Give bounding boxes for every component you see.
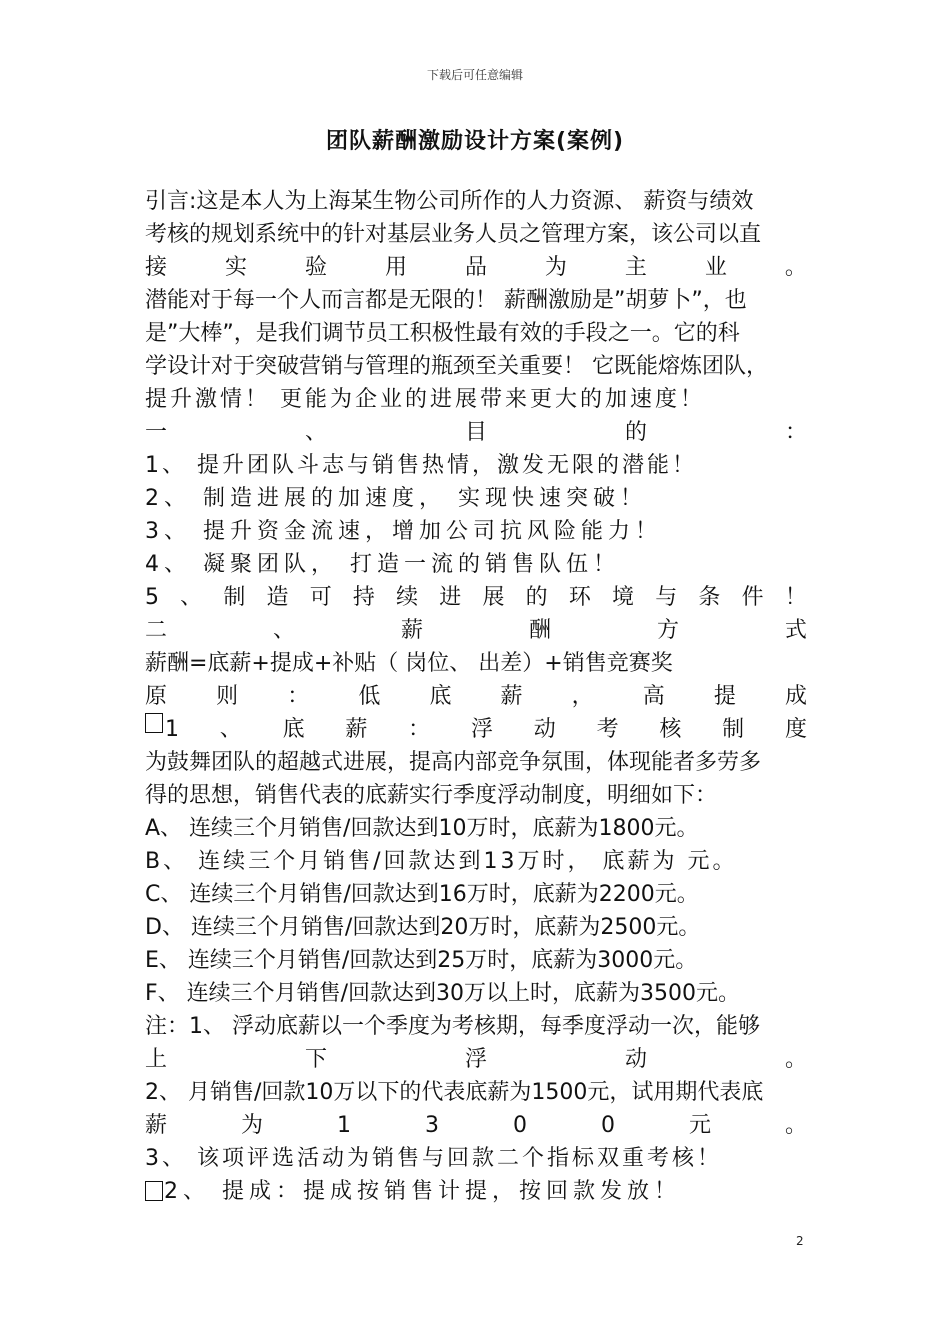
text-line-content: 3、 该项评选活动为销售与回款二个指标双重考核！	[145, 1146, 722, 1171]
text-line-content: C、 连续三个月销售/回款达到16万时，底薪为2200元。	[145, 882, 699, 907]
text-line	[145, 482, 807, 515]
text-line-content: 上 下 浮 动 。	[145, 1047, 807, 1072]
text-line-content: 接 实 验 用 品 为 主 业 。	[145, 255, 807, 280]
text-line-content: 2、 提成：提成按销售计提，按回款发放！	[164, 1179, 681, 1204]
text-line	[145, 977, 807, 1010]
text-line-content: E、 连续三个月销售/回款达到25万时，底薪为3000元。	[145, 948, 698, 973]
text-line	[145, 614, 807, 647]
text-line	[145, 746, 807, 779]
text-line-content: A、 连续三个月销售/回款达到10万时，底薪为1800元。	[145, 816, 699, 841]
text-line-content: F、 连续三个月销售/回款达到30万以上时，底薪为3500元。	[145, 981, 741, 1006]
text-line-content: 是”大棒”，是我们调节员工积极性最有效的手段之一。它的科	[145, 321, 740, 346]
text-line	[145, 1076, 807, 1109]
text-line	[145, 1175, 807, 1208]
page-header: 下载后可任意编辑	[426, 68, 523, 82]
text-line	[145, 1109, 807, 1142]
text-line-content: 得的思想，销售代表的底薪实行季度浮动制度，明细如下：	[145, 783, 718, 808]
text-line-content: 学设计对于突破营销与管理的瓶颈至关重要！ 它既能熔炼团队，	[145, 354, 768, 379]
text-line-content: 2、 制造进展的加速度， 实现快速突破！	[145, 486, 647, 511]
text-line	[145, 713, 807, 746]
text-line	[145, 350, 807, 383]
text-line-content: 为鼓舞团队的超越式进展，提高内部竞争氛围，体现能者多劳多	[145, 750, 762, 775]
text-line-content: 引言:这是本人为上海某生物公司所作的人力资源、 薪资与绩效	[145, 189, 754, 214]
text-line-content: 提升激情！ 更能为企业的进展带来更大的加速度！	[145, 387, 705, 412]
text-line	[145, 845, 807, 878]
text-line	[145, 812, 807, 845]
text-line	[145, 911, 807, 944]
text-line	[145, 581, 807, 614]
text-line-content: 1 、 底 薪 ： 浮 动 考 核 制 度	[165, 717, 807, 742]
text-line	[145, 515, 807, 548]
text-line	[145, 680, 807, 713]
page-number: 2	[796, 1234, 804, 1248]
text-line-content: B、 连续三个月销售/回款达到13万时， 底薪为 元。	[145, 849, 738, 874]
text-line-content: 考核的规划系统中的针对基层业务人员之管理方案，该公司以直	[145, 222, 762, 247]
text-line	[145, 779, 807, 812]
text-line-content: 注：1、 浮动底薪以一个季度为考核期，每季度浮动一次，能够	[145, 1014, 760, 1039]
text-line	[145, 185, 807, 218]
text-line-content: 原 则 ： 低 底 薪 ， 高 提 成	[145, 684, 807, 709]
text-line-content: 薪酬=底薪+提成+补贴（ 岗位、 出差）+销售竞赛奖	[145, 651, 673, 676]
text-line	[145, 218, 807, 251]
text-line-content: 1、 提升团队斗志与销售热情，激发无限的潜能！	[145, 453, 697, 478]
text-line-content: 5 、 制 造 可 持 续 进 展 的 环 境 与 条 件 ！	[145, 585, 807, 610]
text-line	[145, 647, 807, 680]
text-line-content: 3、 提升资金流速，增加公司抗风险能力！	[145, 519, 662, 544]
text-line	[145, 1142, 807, 1175]
text-line-content: 2、 月销售/回款10万以下的代表底薪为1500元，试用期代表底	[145, 1080, 764, 1105]
document-title: 团队薪酬激励设计方案(案例)	[325, 129, 625, 154]
checkbox-glyph-icon	[145, 1181, 163, 1201]
text-line	[145, 317, 807, 350]
text-line	[145, 944, 807, 977]
text-line	[145, 548, 807, 581]
text-line-content: 二 、 薪 酬 方 式	[145, 618, 807, 643]
text-line-content: 4、 凝聚团队， 打造一流的销售队伍！	[145, 552, 620, 577]
text-line	[145, 1043, 807, 1076]
text-line-content: 薪 为 1 3 0 0 元 。	[145, 1113, 807, 1138]
text-line	[145, 284, 807, 317]
checkbox-glyph-icon	[145, 713, 163, 733]
text-line	[145, 383, 807, 416]
text-line-content: 潜能对于每一个人而言都是无限的！ 薪酬激励是”胡萝卜”，也	[145, 288, 747, 313]
document-body	[145, 185, 807, 1208]
text-line	[145, 416, 807, 449]
text-line-content: 一 、 目 的 ：	[145, 420, 807, 445]
text-line-content: D、 连续三个月销售/回款达到20万时，底薪为2500元。	[145, 915, 701, 940]
text-line	[145, 251, 807, 284]
text-line	[145, 449, 807, 482]
text-line	[145, 1010, 807, 1043]
text-line	[145, 878, 807, 911]
